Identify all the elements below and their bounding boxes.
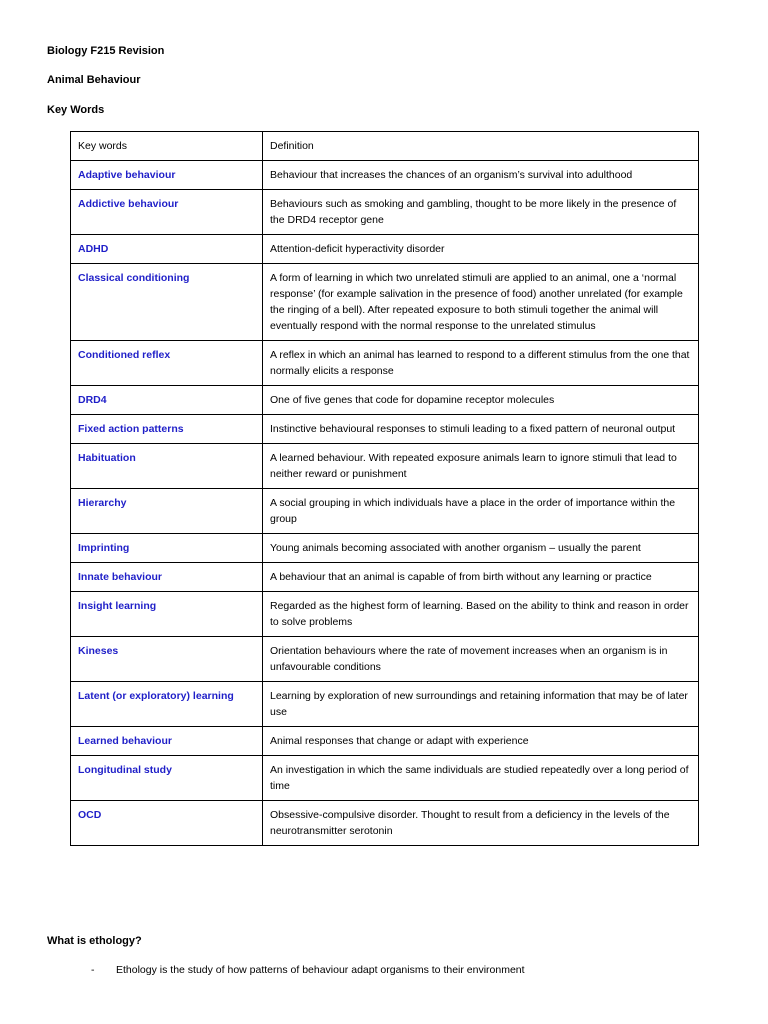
key-word-definition: A learned behaviour. With repeated exposure animals learn to ignore stimuli that lead to neither reward or punishment <box>263 444 699 489</box>
key-word-definition: Attention-deficit hyperactivity disorder <box>263 235 699 264</box>
key-word-definition: Behaviours such as smoking and gambling, thought to be more likely in the presence of the DRD4 receptor gene <box>263 190 699 235</box>
key-word-term: Hierarchy <box>71 489 263 534</box>
ethology-bullet <box>91 963 525 977</box>
table-row <box>71 637 699 682</box>
key-word-definition: One of five genes that code for dopamine receptor molecules <box>263 386 699 415</box>
table-row <box>71 682 699 727</box>
key-word-term: Learned behaviour <box>71 727 263 756</box>
key-word-definition: A form of learning in which two unrelated stimuli are applied to an animal, one a ‘normal response’ (for example salivation in the presence of food) another unrelated (for example the ringing of a bell). After repeated exposure to both stimuli together the animal will eventually respond with the normal response to the unrelated stimulus <box>263 264 699 341</box>
key-word-term: OCD <box>71 801 263 846</box>
key-word-definition: An investigation in which the same individuals are studied repeatedly over a long period of time <box>263 756 699 801</box>
key-word-term: Imprinting <box>71 534 263 563</box>
key-words-table <box>70 131 699 846</box>
table-row <box>71 592 699 637</box>
key-word-term: Conditioned reflex <box>71 341 263 386</box>
table-row <box>71 563 699 592</box>
table-row <box>71 489 699 534</box>
table-header-row <box>71 132 699 161</box>
key-word-definition: A reflex in which an animal has learned to respond to a different stimulus from the one that normally elicits a response <box>263 341 699 386</box>
table-row <box>71 386 699 415</box>
table-row <box>71 415 699 444</box>
key-word-term: Latent (or exploratory) learning <box>71 682 263 727</box>
key-word-term: Habituation <box>71 444 263 489</box>
key-word-definition: Animal responses that change or adapt with experience <box>263 727 699 756</box>
key-words-table-body <box>71 161 699 846</box>
column-header-key-words: Key words <box>71 132 263 161</box>
key-word-definition: Young animals becoming associated with another organism – usually the parent <box>263 534 699 563</box>
key-word-term: Innate behaviour <box>71 563 263 592</box>
column-header-definition: Definition <box>263 132 699 161</box>
key-word-definition: Regarded as the highest form of learning. Based on the ability to think and reason in order to solve problems <box>263 592 699 637</box>
key-word-term: Addictive behaviour <box>71 190 263 235</box>
key-word-definition: Learning by exploration of new surroundings and retaining information that may be of later use <box>263 682 699 727</box>
key-word-term: Adaptive behaviour <box>71 161 263 190</box>
key-word-term: DRD4 <box>71 386 263 415</box>
key-word-term: ADHD <box>71 235 263 264</box>
key-word-definition: Obsessive-compulsive disorder. Thought to result from a deficiency in the levels of the neurotransmitter serotonin <box>263 801 699 846</box>
key-word-term: Kineses <box>71 637 263 682</box>
section-heading: Key Words <box>47 104 105 116</box>
document-subtitle: Animal Behaviour <box>47 74 141 86</box>
table-row <box>71 235 699 264</box>
table-row <box>71 161 699 190</box>
key-word-term: Classical conditioning <box>71 264 263 341</box>
ethology-question: What is ethology? <box>47 935 142 947</box>
key-word-term: Insight learning <box>71 592 263 637</box>
key-word-term: Longitudinal study <box>71 756 263 801</box>
table-row <box>71 264 699 341</box>
key-word-definition: Instinctive behavioural responses to stimuli leading to a fixed pattern of neuronal output <box>263 415 699 444</box>
table-row <box>71 534 699 563</box>
ethology-answer: Ethology is the study of how patterns of behaviour adapt organisms to their environment <box>116 964 525 976</box>
key-word-definition: Orientation behaviours where the rate of movement increases when an organism is in unfavourable conditions <box>263 637 699 682</box>
table-row <box>71 444 699 489</box>
table-row <box>71 801 699 846</box>
bullet-marker: - <box>91 964 95 976</box>
table-row <box>71 190 699 235</box>
key-word-definition: Behaviour that increases the chances of an organism’s survival into adulthood <box>263 161 699 190</box>
key-word-definition: A social grouping in which individuals have a place in the order of importance within the group <box>263 489 699 534</box>
table-row <box>71 341 699 386</box>
key-word-definition: A behaviour that an animal is capable of from birth without any learning or practice <box>263 563 699 592</box>
key-word-term: Fixed action patterns <box>71 415 263 444</box>
table-row <box>71 756 699 801</box>
document-title: Biology F215 Revision <box>47 45 165 57</box>
table-row <box>71 727 699 756</box>
